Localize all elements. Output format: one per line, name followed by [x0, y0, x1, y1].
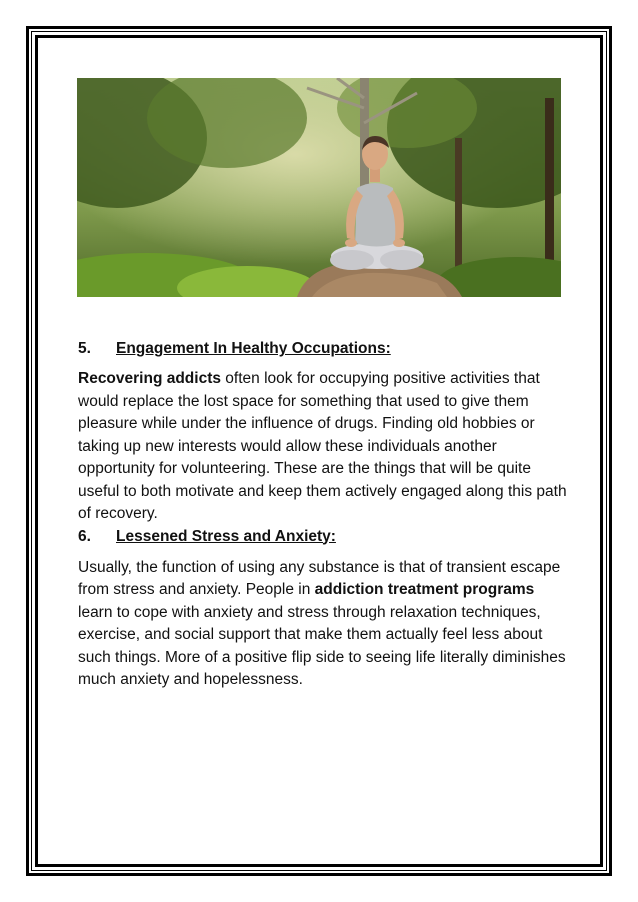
- section-number: 6.: [78, 527, 91, 545]
- bold-phrase: addiction treatment programs: [314, 581, 535, 598]
- section-paragraph-6: [78, 557, 568, 692]
- article-content: [78, 338, 568, 692]
- section-number: 5.: [78, 340, 91, 357]
- section-paragraph-5: [78, 368, 568, 526]
- section-title: Engagement In Healthy Occupations:: [116, 340, 391, 357]
- paragraph-text: learn to cope with anxiety and stress through relaxation techniques, exercise, and social support that make them actually feel less about such things. More of a positive flip side to seeing life literally diminishes much anxiety and hopelessness.: [78, 603, 566, 688]
- bold-phrase: Recovering addicts: [78, 370, 221, 387]
- section-heading-6: [78, 526, 568, 548]
- meditation-photo: [77, 78, 561, 297]
- paragraph-text: Usually, the function of using any substance is that of transient escape from stress and anxiety. People in: [78, 558, 561, 598]
- paragraph-text: often look for occupying positive activities that would replace the lost space for something that used to give them pleasure while under the influence of drugs. Finding old hobbies or taking up new interests would allow these individuals another opportunity for volunteering. These are the things that will be quite useful to both motivate and keep them actively engaged along this path of recovery.: [78, 370, 567, 522]
- section-heading-5: [78, 338, 568, 360]
- section-title: Lessened Stress and Anxiety:: [116, 527, 336, 545]
